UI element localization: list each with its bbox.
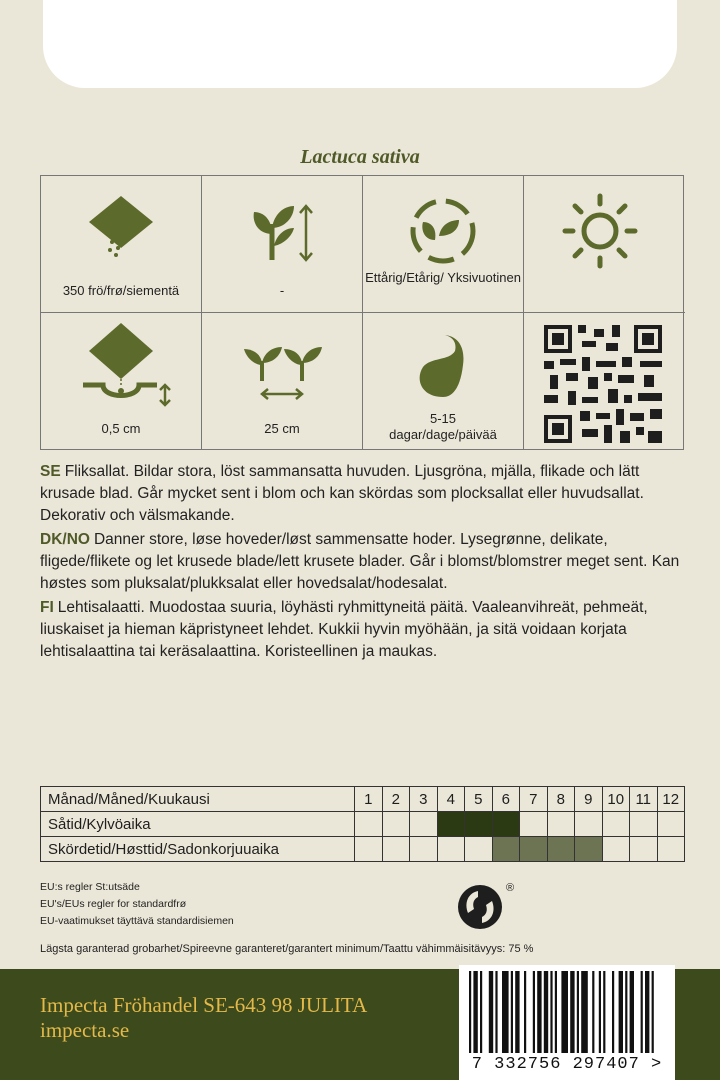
harvest-month-cell	[382, 837, 410, 862]
barcode-number: 7 332756 297407 >	[471, 1055, 663, 1074]
month-3: 3	[410, 787, 438, 812]
sowing-month-cell	[437, 812, 465, 837]
standard-line-fi: EU-vaatimukset täyttävä standardisiemen	[40, 915, 234, 927]
barcode-bar	[489, 971, 493, 1053]
description-se	[40, 461, 680, 527]
description-text-fi: Lehtisalaatti. Muodostaa suuria, löyhästi ryhmittyneitä päitä. Vaaleanvihreät, pehmeät, liuskaiset ja hieman käpristyneet lehdet. Kukkii hyvin myöhään, ja sitä voidaan korjata lehtisalaattina tai keräsalaattina. Koristeellinen ja maukas.	[40, 599, 648, 660]
barcode-bar	[561, 971, 568, 1053]
growing-calendar	[40, 786, 685, 862]
germination-unit: dagar/dage/päivää	[389, 427, 497, 442]
barcode-bar	[550, 971, 552, 1053]
barcode-bar	[502, 971, 509, 1053]
sow-depth-cell	[41, 313, 202, 450]
language-code-fi: FI	[40, 599, 54, 616]
company-website[interactable]: impecta.se	[40, 1018, 130, 1042]
lifecycle-label: Ettårig/Etårig/ Yksivuotinen	[365, 270, 521, 285]
sowing-time-label: Såtid/Kylvöaika	[41, 812, 355, 837]
language-code-dk-no: DK/NO	[40, 531, 90, 548]
sow-depth-label: 0,5 cm	[101, 421, 141, 436]
barcode-bar	[577, 971, 579, 1053]
harvest-month-cell	[547, 837, 575, 862]
harvest-month-cell	[410, 837, 438, 862]
barcode-bar	[625, 971, 627, 1053]
harvest-month-cell	[602, 837, 630, 862]
hang-hole-cutout	[43, 0, 677, 88]
barcode-bar	[645, 971, 649, 1053]
sowing-time-row	[41, 812, 685, 837]
descriptions	[40, 461, 680, 665]
sun-cell	[524, 176, 685, 313]
barcode-bar	[599, 971, 601, 1053]
harvest-month-cell	[657, 837, 685, 862]
barcode	[459, 965, 675, 1080]
calendar-header-label: Månad/Måned/Kuukausi	[41, 787, 355, 812]
barcode-bar	[515, 971, 519, 1053]
harvest-month-cell	[465, 837, 493, 862]
barcode-bar	[533, 971, 535, 1053]
month-2: 2	[382, 787, 410, 812]
seed-count-label: 350 frö/frø/siementä	[62, 283, 180, 298]
harvest-month-cell	[355, 837, 383, 862]
plant-height-label: -	[279, 283, 285, 298]
barcode-bar	[555, 971, 557, 1053]
germination-rate: Lägsta garanterad grobarhet/Spireevne garanteret/garantert minimum/Taattu vähimmäisitävyys: 75 %	[40, 943, 534, 955]
barcode-bar	[641, 971, 643, 1053]
barcode-bar	[511, 971, 513, 1053]
harvest-month-cell	[630, 837, 658, 862]
standard-line-dk-no: EU's/EUs regler for standardfrø	[40, 898, 187, 910]
language-code-se: SE	[40, 463, 61, 480]
plant-height-cell	[202, 176, 363, 313]
month-12: 12	[657, 787, 685, 812]
harvest-month-cell	[437, 837, 465, 862]
barcode-bar	[473, 971, 477, 1053]
barcode-bar	[603, 971, 605, 1053]
germination-cell	[363, 313, 524, 450]
green-dot-recycle-icon	[456, 879, 522, 931]
sowing-month-cell	[382, 812, 410, 837]
month-5: 5	[465, 787, 493, 812]
month-1: 1	[355, 787, 383, 812]
barcode-bar	[570, 971, 574, 1053]
footer-text	[40, 993, 367, 1043]
barcode-bar	[537, 971, 541, 1053]
calendar-header-row	[41, 787, 685, 812]
harvest-month-cell	[575, 837, 603, 862]
harvest-time-row	[41, 837, 685, 862]
spacing-cell	[202, 313, 363, 450]
sowing-month-cell	[520, 812, 548, 837]
qr-code[interactable]	[524, 313, 684, 450]
sowing-month-cell	[602, 812, 630, 837]
month-10: 10	[602, 787, 630, 812]
full-sun-icon	[524, 176, 684, 313]
barcode-bar	[480, 971, 482, 1053]
sowing-month-cell	[492, 812, 520, 837]
harvest-month-cell	[492, 837, 520, 862]
lifecycle-cell	[363, 176, 524, 313]
sowing-month-cell	[410, 812, 438, 837]
barcode-bar	[612, 971, 614, 1053]
sowing-month-cell	[547, 812, 575, 837]
description-fi	[40, 597, 680, 663]
eu-standards	[40, 879, 234, 930]
description-dk-no	[40, 529, 680, 595]
standard-line-se: EU:s regler St:utsäde	[40, 881, 140, 893]
info-grid	[40, 175, 684, 450]
barcode-bar	[544, 971, 548, 1053]
description-text-dk-no: Danner store, løse hoveder/løst sammensatte hoder. Lysegrønne, delikate, fligede/flikete og let krusede blade/lett krusete blader. Går i blomst/blomstrer meget sent. Kan høstes som pluksalat/plukksalat eller hovedsalat/hodesalat.	[40, 531, 680, 592]
month-8: 8	[547, 787, 575, 812]
qr-cell	[524, 313, 685, 450]
barcode-bar	[652, 971, 654, 1053]
germination-days: 5-15	[429, 411, 457, 426]
svg-text:®: ®	[506, 882, 515, 894]
month-4: 4	[437, 787, 465, 812]
month-9: 9	[575, 787, 603, 812]
species-name: Lactuca sativa	[300, 146, 420, 168]
sowing-month-cell	[657, 812, 685, 837]
harvest-month-cell	[520, 837, 548, 862]
barcode-bar	[524, 971, 526, 1053]
spacing-label: 25 cm	[264, 421, 300, 436]
seed-count-cell	[41, 176, 202, 313]
description-text-se: Fliksallat. Bildar stora, löst sammansatta huvuden. Ljusgröna, mjälla, flikade och lätt krusade blad. Går mycket sent i blom och kan skördas som plocksallat eller huvudsallat. Dekorativ och välsmakande.	[40, 463, 644, 524]
harvest-time-label: Skördetid/Høsttid/Sadonkorjuuaika	[41, 837, 355, 862]
barcode-bar	[495, 971, 497, 1053]
company-address: Impecta Fröhandel SE-643 98 JULITA	[40, 993, 368, 1017]
month-6: 6	[492, 787, 520, 812]
barcode-bar	[619, 971, 623, 1053]
month-11: 11	[630, 787, 658, 812]
sowing-month-cell	[465, 812, 493, 837]
barcode-bar	[630, 971, 634, 1053]
month-7: 7	[520, 787, 548, 812]
sowing-month-cell	[630, 812, 658, 837]
barcode-bar	[581, 971, 588, 1053]
barcode-bar	[469, 971, 471, 1053]
sowing-month-cell	[575, 812, 603, 837]
barcode-bars	[459, 965, 675, 1055]
sowing-month-cell	[355, 812, 383, 837]
annual-cycle-icon	[363, 176, 523, 313]
barcode-bar	[592, 971, 594, 1053]
